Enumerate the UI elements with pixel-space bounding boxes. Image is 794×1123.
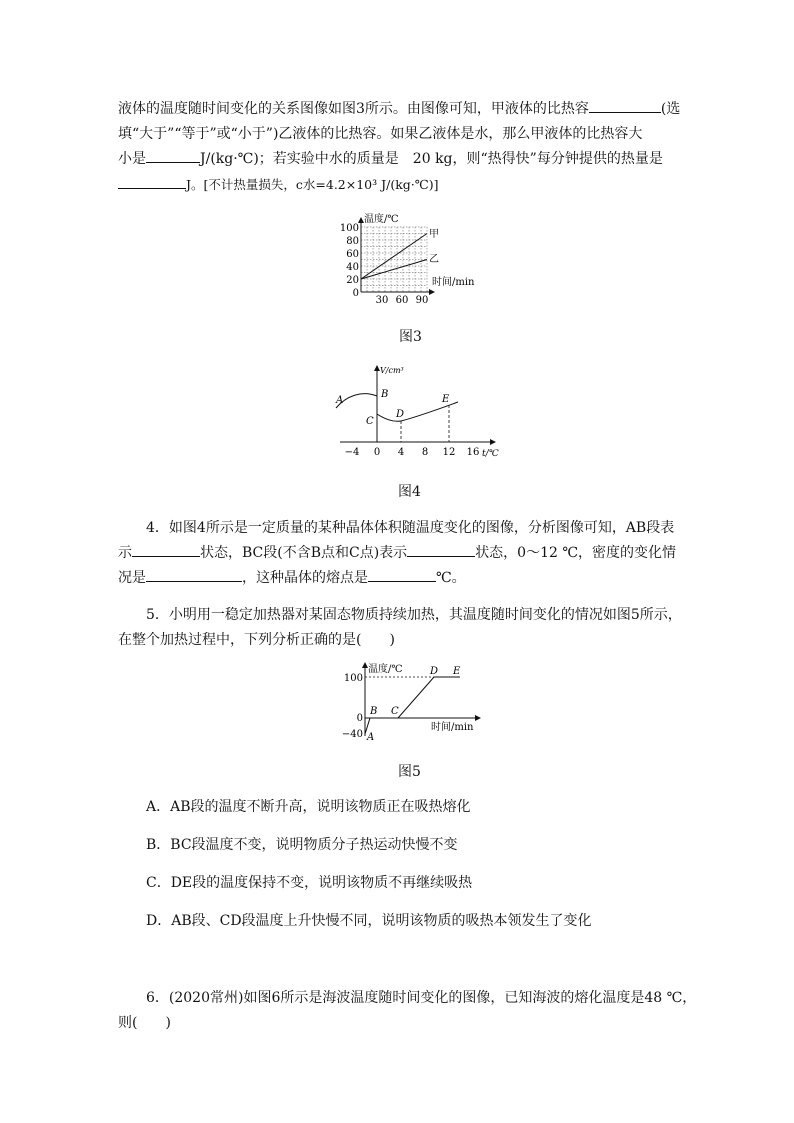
- fig3-ytick: 80: [346, 236, 359, 247]
- answer-blank[interactable]: [589, 98, 661, 113]
- fig5-point-e: E: [453, 666, 461, 677]
- q3-line-4: J。[不计热量损失，c水=4.2×10³ J/(kg·℃)]: [118, 172, 680, 198]
- fig4-point-c: C: [366, 416, 374, 427]
- figure-4-caption: 图4: [398, 484, 421, 500]
- fig3-xticks: [376, 295, 429, 305]
- fig5-point-c: C: [391, 706, 399, 717]
- q3-paragraph: [118, 97, 680, 198]
- answer-blank[interactable]: [146, 567, 242, 582]
- q4-paragraph: [118, 516, 680, 591]
- fig5-ytick: −40: [341, 729, 363, 740]
- answer-blank[interactable]: [407, 542, 475, 557]
- fig4-xlabel: t/℃: [482, 449, 499, 459]
- option-a[interactable]: A．AB段的温度不断升高，说明该物质正在吸热熔化: [146, 799, 471, 815]
- figure-5-caption: 图5: [398, 764, 421, 780]
- q4-line-1: 4．如图4所示是一定质量的某种晶体体积随温度变化的图像，分析图像可知，AB段表: [146, 520, 675, 536]
- fig5-ytick: 100: [343, 673, 363, 684]
- fig4-xtick: 16: [466, 447, 480, 458]
- q3-line-2: 填“大于”“等于”或“小于”)乙液体的比热容。如果乙液体是水，那么甲液体的比热容大: [118, 126, 643, 142]
- fig3-xtick: 60: [395, 295, 409, 305]
- fig5-yticks: [342, 673, 363, 740]
- answer-blank[interactable]: [368, 567, 436, 582]
- fig4-xtick: 12: [442, 447, 456, 458]
- fig5-xlabel: 时间/min: [431, 722, 474, 733]
- fig4-point-labels: [335, 389, 450, 427]
- fig3-line-jia: [361, 234, 427, 280]
- fig3-label-yi: 乙: [429, 254, 439, 265]
- fig5-point-a: A: [367, 732, 375, 742]
- fig4-xtick: −4: [344, 447, 360, 458]
- fig4-ylabel: V/cm³: [380, 366, 404, 375]
- fig3-xtick: 30: [375, 295, 389, 305]
- fig3-line-yi: [361, 260, 427, 280]
- q6-line-1: 6．(2020常州)如图6所示是海波温度随时间变化的图像，已知海波的熔化温度是48 ℃，: [146, 990, 697, 1006]
- fig5-segment-cd: [398, 677, 434, 718]
- q3-line-3: 小是 J/(kg·℃)；若实验中水的质量是 20 kg，则“热得快”每分钟提供的热量是: [118, 147, 680, 172]
- fig4-xtick: 0: [373, 447, 381, 458]
- fig3-ytick: 20: [346, 275, 359, 286]
- fig3-ytick: 0: [352, 288, 359, 299]
- fig4-point-a: A: [336, 395, 344, 406]
- fig3-yticks: [340, 223, 359, 299]
- fig4-point-e: E: [442, 394, 450, 405]
- fig3-ylabel: 温度/℃: [364, 214, 399, 225]
- fig4-point-d: D: [396, 409, 405, 420]
- q6-paragraph: [118, 986, 697, 1036]
- option-b[interactable]: B．BC段温度不变，说明物质分子热运动快慢不变: [146, 837, 458, 853]
- figure-3-chart: [330, 210, 490, 305]
- q5-line-2: 在整个加热过程中，下列分析正确的是( ): [118, 632, 395, 648]
- q4-line-3: 况是 ，这种晶体的熔点是 ℃。: [118, 566, 680, 591]
- q5-paragraph: [118, 603, 680, 653]
- q5-line-1: 5．小明用一稳定加热器对某固态物质持续加热，其温度随时间变化的情况如图5所示，: [146, 607, 682, 623]
- figure-4-chart: [330, 362, 510, 462]
- fig3-label-jia: 甲: [429, 229, 439, 240]
- fig4-xtick: 4: [397, 447, 405, 458]
- q4-line-2: 示 状态，BC段(不含B点和C点)表示 状态，0～12 ℃，密度的变化情: [118, 541, 680, 566]
- fig4-point-b: B: [381, 389, 389, 400]
- answer-blank[interactable]: [118, 174, 186, 189]
- fig5-ylabel: 温度/℃: [368, 664, 403, 675]
- q6-line-2: 则( ): [118, 1015, 171, 1031]
- option-c[interactable]: C．DE段的温度保持不变，说明该物质不再继续吸热: [146, 875, 473, 891]
- fig3-xlabel: 时间/min: [432, 277, 475, 288]
- fig3-xtick: 90: [415, 295, 429, 305]
- fig5-point-d: D: [430, 666, 439, 677]
- fig4-xticks: [345, 447, 480, 458]
- fig4-curve-de: [401, 402, 458, 421]
- answer-blank[interactable]: [132, 542, 200, 557]
- option-d[interactable]: D．AB段、CD段温度上升快慢不同，说明该物质的吸热本领发生了变化: [146, 913, 592, 929]
- answer-blank[interactable]: [146, 148, 200, 163]
- fig3-ytick: 60: [346, 249, 359, 260]
- fig5-point-b: B: [370, 706, 378, 717]
- q3-line-1: 液体的温度随时间变化的关系图像如图3所示。由图像可知，甲液体的比热容 (选: [118, 97, 680, 122]
- figure-5-chart: [336, 660, 486, 742]
- fig3-grid: [361, 227, 427, 292]
- fig5-ytick: 0: [356, 713, 363, 724]
- fig4-xtick: 8: [421, 447, 429, 458]
- figure-3-caption: 图3: [399, 329, 422, 345]
- fig3-ytick: 40: [346, 262, 359, 273]
- fig3-ytick: 100: [339, 223, 359, 234]
